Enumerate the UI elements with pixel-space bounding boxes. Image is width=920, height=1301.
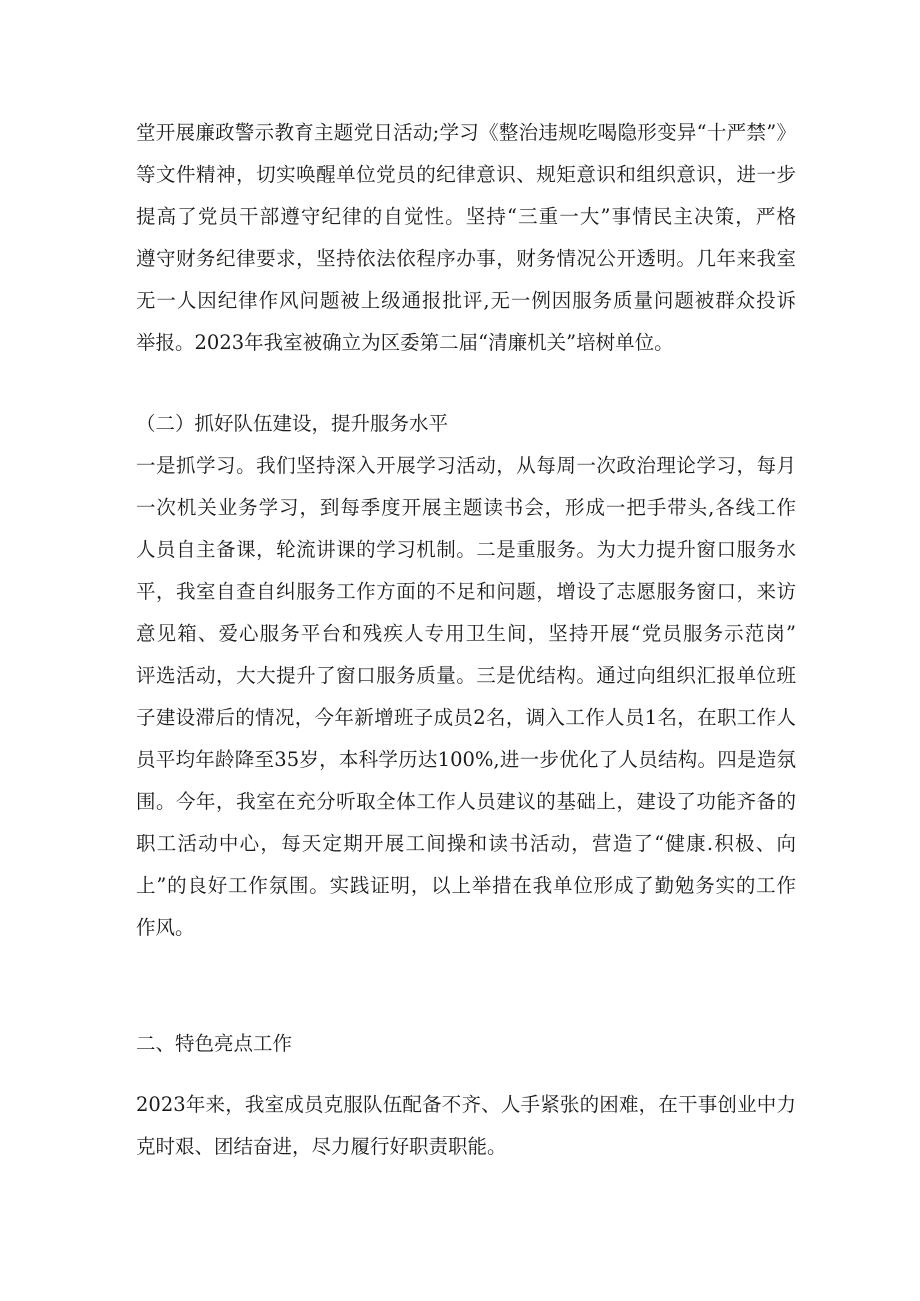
paragraph-line: 2023年来，我室成员克服队伍配备不齐、人手紧张的困难，在干事创业中力	[136, 1093, 796, 1116]
paragraph-highlights	[136, 1084, 796, 1168]
paragraph-line: 克时艰、团结奋进，尽力履行好职责职能。	[136, 1135, 507, 1158]
paragraph-line: 人员自主备课，轮流讲课的学习机制。二是重服务。为大力提升窗口服务水	[136, 538, 796, 561]
paragraph-line: 员平均年龄降至35岁，本科学历达100%,进一步优化了人员结构。四是造氛	[136, 748, 796, 771]
paragraph-line: 堂开展廉政警示教育主题党日活动;学习《整治违规吃喝隐形变异“十严禁”》	[136, 121, 796, 144]
paragraph-line: 评选活动，大大提升了窗口服务质量。三是优结构。通过向组织汇报单位班	[136, 664, 796, 687]
section-heading-team-building	[136, 403, 796, 445]
paragraph-party-discipline	[136, 112, 796, 364]
paragraph-line: 提高了党员干部遵守纪律的自觉性。坚持“三重一大”事情民主决策，严格	[136, 205, 796, 228]
paragraph-line: 平，我室自查自纠服务工作方面的不足和问题，增设了志愿服务窗口，来访	[136, 580, 796, 603]
paragraph-line: 等文件精神，切实唤醒单位党员的纪律意识、规矩意识和组织意识，进一步	[136, 163, 796, 186]
paragraph-line: 一次机关业务学习，到每季度开展主题读书会，形成一把手带头,各线工作	[136, 496, 796, 519]
paragraph-line: 围。今年，我室在充分听取全体工作人员建议的基础上，建设了功能齐备的	[136, 790, 796, 813]
heading-text: 二、特色亮点工作	[136, 1032, 293, 1055]
section-heading-highlights	[136, 1023, 796, 1065]
paragraph-line: 举报。2023年我室被确立为区委第二届“清廉机关”培树单位。	[136, 331, 674, 354]
paragraph-team-building	[136, 445, 796, 949]
paragraph-line: 遵守财务纪律要求，坚持依法依程序办事，财务情况公开透明。几年来我室	[136, 247, 796, 270]
paragraph-line: 一是抓学习。我们坚持深入开展学习活动，从每周一次政治理论学习，每月	[136, 454, 796, 477]
paragraph-line: 职工活动中心，每天定期开展工间操和读书活动，营造了“健康.积极、向	[136, 832, 796, 855]
paragraph-line: 无一人因纪律作风问题被上级通报批评,无一例因服务质量问题被群众投诉	[136, 289, 796, 312]
paragraph-line: 子建设滞后的情况，今年新增班子成员2名，调入工作人员1名，在职工作人	[136, 706, 796, 729]
paragraph-line: 意见箱、爱心服务平台和残疾人专用卫生间，坚持开展“党员服务示范岗”	[136, 622, 796, 645]
paragraph-line: 作风。	[136, 916, 195, 939]
heading-text: （二）抓好队伍建设，提升服务水平	[136, 412, 449, 435]
paragraph-line: 上”的良好工作氛围。实践证明，以上举措在我单位形成了勤勉务实的工作	[136, 874, 796, 897]
